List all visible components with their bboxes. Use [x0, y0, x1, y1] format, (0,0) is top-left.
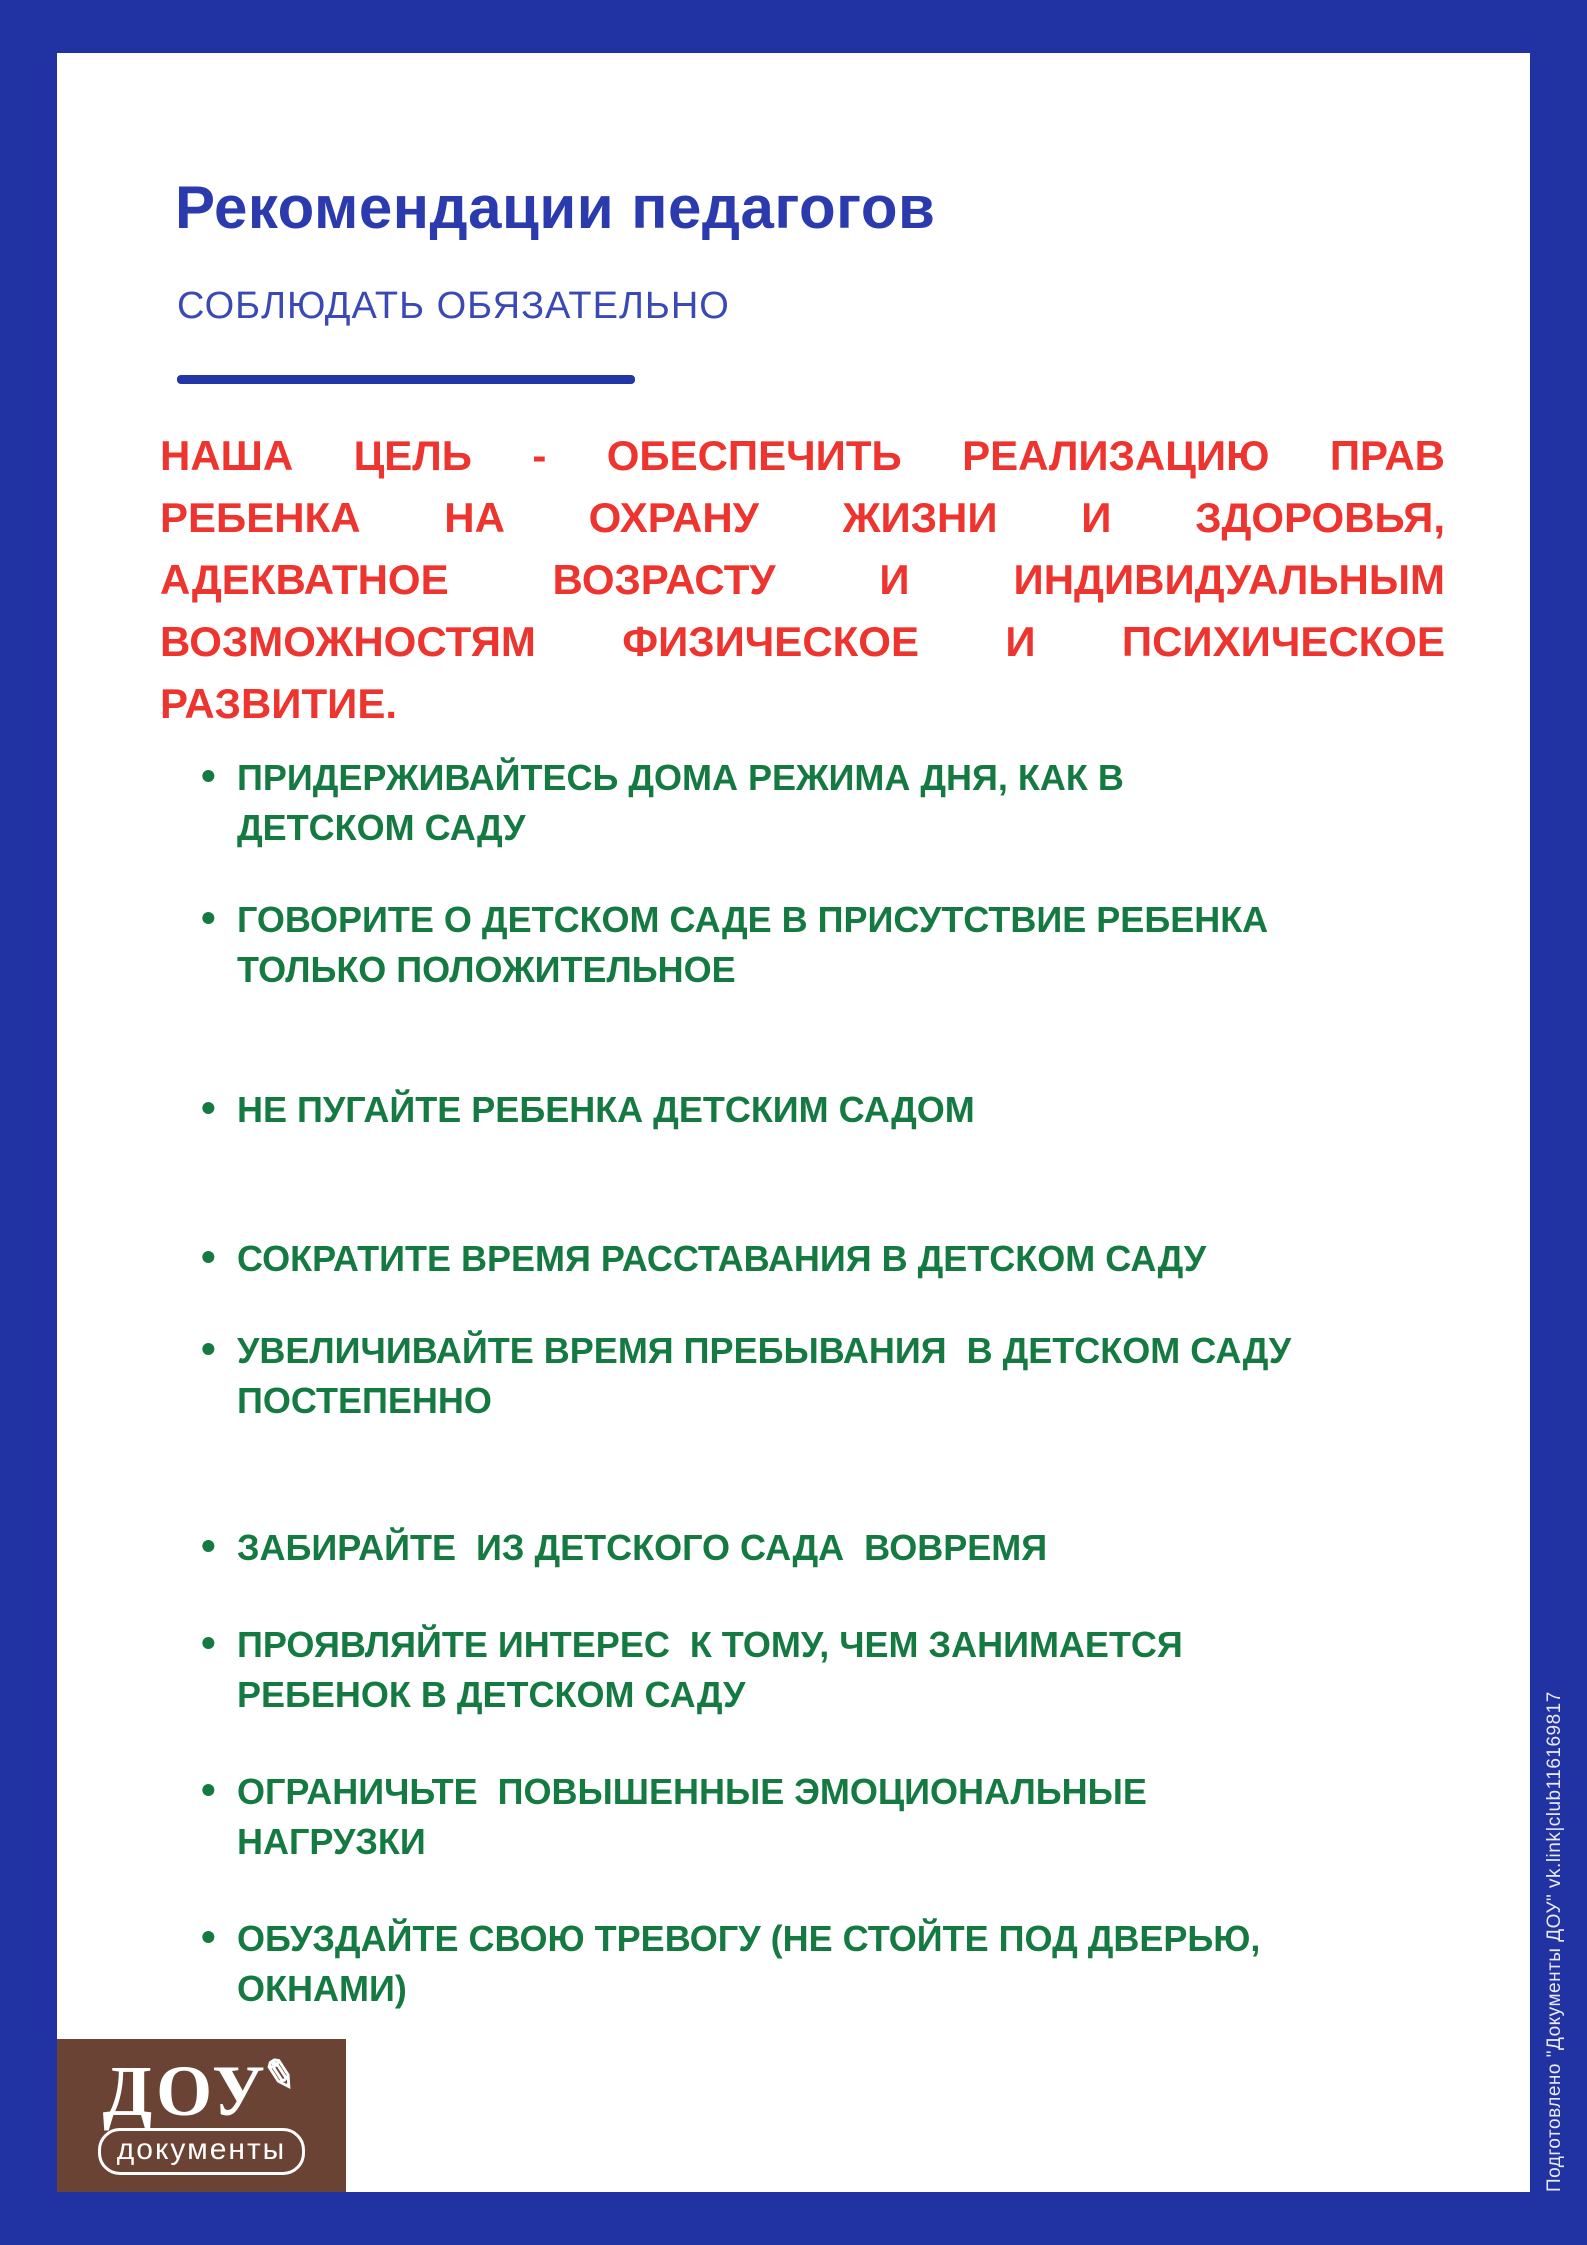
bullet-icon: • — [201, 752, 216, 799]
list-item-text: ТОЛЬКО ПОЛОЖИТЕЛЬНОЕ — [237, 949, 736, 990]
bullet-icon: • — [201, 1619, 216, 1666]
goal-line: ВОЗМОЖНОСТЯМ ФИЗИЧЕСКОЕ И ПСИХИЧЕСКОЕ — [160, 618, 1445, 665]
list-item-text: ГОВОРИТЕ О ДЕТСКОМ САДЕ В ПРИСУТСТВИЕ РЕБЕНКА — [237, 899, 1269, 940]
poster-card — [57, 53, 1530, 2192]
bullet-icon: • — [201, 1913, 216, 1960]
list-item — [199, 1914, 1489, 2014]
bullet-icon: • — [201, 1084, 216, 1131]
list-item-text: СОКРАТИТЕ ВРЕМЯ РАССТАВАНИЯ В ДЕТСКОМ САДУ — [237, 1238, 1207, 1279]
list-item — [199, 1523, 1489, 1573]
list-item — [199, 895, 1489, 995]
list-item-text: ЗАБИРАЙТЕ ИЗ ДЕТСКОГО САДА ВОВРЕМЯ — [237, 1527, 1048, 1568]
list-item-text: УВЕЛИЧИВАЙТЕ ВРЕМЯ ПРЕБЫВАНИЯ В ДЕТСКОМ САДУ — [237, 1330, 1292, 1371]
goal-paragraph — [160, 425, 1445, 735]
goal-line: АДЕКВАТНОЕ ВОЗРАСТУ И ИНДИВИДУАЛЬНЫМ — [160, 556, 1445, 603]
divider-line — [177, 375, 635, 384]
recommendations-list — [199, 753, 1489, 2014]
logo-caption: документы — [98, 2128, 306, 2175]
page-title: Рекомендации педагогов — [175, 174, 936, 241]
goal-line: РАЗВИТИЕ. — [160, 680, 398, 727]
bullet-icon: • — [201, 894, 216, 941]
bullet-icon: • — [201, 1325, 216, 1372]
list-item-text: ПРОЯВЛЯЙТЕ ИНТЕРЕС К ТОМУ, ЧЕМ ЗАНИМАЕТСЯ — [237, 1624, 1183, 1665]
logo-abbr-row — [102, 2049, 305, 2131]
list-item — [199, 1326, 1489, 1426]
list-item-text: ОБУЗДАЙТЕ СВОЮ ТРЕВОГУ (НЕ СТОЙТЕ ПОД ДВЕРЬЮ, — [237, 1918, 1261, 1959]
vertical-credit-note: Подготовлено "Документы ДОУ" vk.link|club116169817 — [1544, 1691, 1565, 2192]
logo-abbr: ДОУ — [102, 2051, 269, 2131]
list-item — [199, 1767, 1489, 1867]
pen-icon: ✎ — [258, 2049, 305, 2102]
list-item — [199, 1620, 1489, 1720]
list-item-text: НЕ ПУГАЙТЕ РЕБЕНКА ДЕТСКИМ САДОМ — [237, 1089, 975, 1130]
bullet-icon: • — [201, 1766, 216, 1813]
goal-line: РЕБЕНКА НА ОХРАНУ ЖИЗНИ И ЗДОРОВЬЯ, — [160, 494, 1445, 541]
goal-line: НАША ЦЕЛЬ - ОБЕСПЕЧИТЬ РЕАЛИЗАЦИЮ ПРАВ — [160, 432, 1445, 479]
list-item-text: ОКНАМИ) — [237, 1968, 407, 2009]
bullet-icon: • — [201, 1522, 216, 1569]
dou-documents-logo — [57, 2039, 346, 2192]
list-item-text: ДЕТСКОМ САДУ — [237, 807, 526, 848]
list-item-text: ОГРАНИЧЬТЕ ПОВЫШЕННЫЕ ЭМОЦИОНАЛЬНЫЕ — [237, 1771, 1147, 1812]
list-item — [199, 1085, 1489, 1135]
list-item — [199, 1234, 1489, 1284]
list-item-text: ПОСТЕПЕННО — [237, 1380, 492, 1421]
list-item-text: РЕБЕНОК В ДЕТСКОМ САДУ — [237, 1674, 746, 1715]
list-item-text: НАГРУЗКИ — [237, 1821, 426, 1862]
bullet-icon: • — [201, 1233, 216, 1280]
page-subtitle: СОБЛЮДАТЬ ОБЯЗАТЕЛЬНО — [177, 285, 730, 327]
list-item — [199, 753, 1489, 853]
list-item-text: ПРИДЕРЖИВАЙТЕСЬ ДОМА РЕЖИМА ДНЯ, КАК В — [237, 757, 1124, 798]
